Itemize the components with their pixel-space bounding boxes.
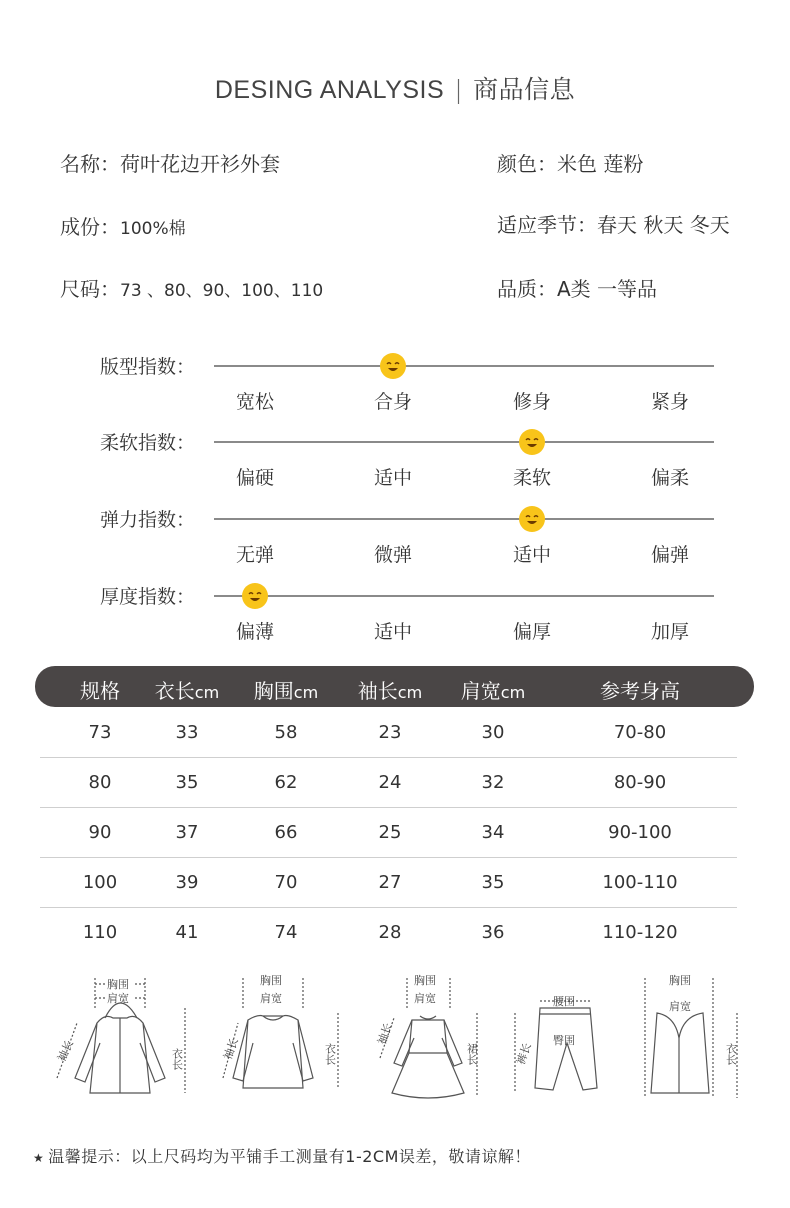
table-cell: 100 [82, 872, 118, 893]
table-row [40, 858, 737, 908]
table-cell: 32 [481, 772, 505, 793]
index-option: 偏柔 [650, 467, 689, 489]
table-cell: 70 [274, 872, 298, 893]
info-name-label: 名称： [60, 152, 120, 176]
table-cell: 37 [175, 822, 199, 843]
table-cell: 24 [378, 772, 402, 793]
index-option: 偏厚 [512, 621, 551, 643]
diagram2-shoulder-label: 肩宽 [260, 992, 282, 1005]
index-option: 偏弹 [650, 544, 689, 566]
info-name-value: 荷叶花边开衫外套 [120, 152, 280, 176]
table-cell: 100-110 [602, 872, 678, 893]
diagram5-length-label: 衣长 [724, 1043, 738, 1065]
table-cell: 90 [88, 822, 112, 843]
table-header-text: 胸围 [253, 679, 294, 703]
table-header-text: 衣长 [154, 679, 195, 703]
index-option: 偏硬 [235, 467, 274, 489]
index-option: 偏薄 [235, 621, 274, 643]
smiley-icon [380, 353, 406, 379]
footer-text: 温馨提示：以上尺码均为平铺手工测量有1-2CM误差，敬请谅解！ [48, 1147, 531, 1166]
diagram5-shoulder-label: 肩宽 [669, 1000, 691, 1013]
table-cell: 70-80 [613, 722, 667, 743]
table-cell: 34 [481, 822, 505, 843]
diagram5-chest-label: 胸围 [669, 974, 691, 987]
table-cell: 28 [378, 922, 402, 943]
index-option: 紧身 [650, 391, 689, 413]
table-cell: 58 [274, 722, 298, 743]
diagram3-chest-label: 胸围 [414, 974, 436, 987]
index-option: 合身 [373, 391, 412, 413]
info-size [60, 273, 323, 302]
table-header-cell [254, 675, 318, 704]
title-separator: | [454, 75, 464, 104]
smiley-icon [519, 506, 545, 532]
garment-diagram-dress [352, 968, 502, 1108]
table-row [40, 708, 737, 758]
diagram3-shoulder-label: 肩宽 [414, 992, 436, 1005]
diagram4-hip-label: 臀围 [553, 1034, 575, 1047]
garment-diagram-vest [635, 968, 750, 1108]
table-cell: 36 [481, 922, 505, 943]
info-name [60, 148, 280, 177]
table-cell: 39 [175, 872, 199, 893]
table-cell: 25 [378, 822, 402, 843]
diagram2-chest-label: 胸围 [260, 974, 282, 987]
index-scale-line [214, 595, 714, 597]
info-color-label: 颜色： [497, 152, 557, 176]
index-scale-line [214, 518, 714, 520]
info-color [497, 148, 643, 177]
info-quality-label: 品质： [497, 277, 557, 301]
info-size-label: 尺码： [60, 277, 120, 301]
table-cell: 41 [175, 922, 199, 943]
index-label: 柔软指数： [100, 432, 196, 454]
table-cell: 74 [274, 922, 298, 943]
footer-note [33, 1144, 531, 1167]
table-cell: 110 [82, 922, 118, 943]
table-cell: 66 [274, 822, 298, 843]
table-cell: 80 [88, 772, 112, 793]
info-color-value: 米色 莲粉 [557, 152, 644, 176]
index-label: 厚度指数： [100, 586, 196, 608]
index-option: 适中 [373, 621, 412, 643]
index-scale-line [214, 441, 714, 443]
info-material-value: 100%棉 [120, 219, 186, 239]
table-header-unit: cm [500, 683, 526, 702]
table-cell: 30 [481, 722, 505, 743]
smiley-icon [519, 429, 545, 455]
index-label: 弹力指数： [100, 509, 196, 531]
table-header-text: 袖长 [357, 679, 398, 703]
table-header-cell [461, 675, 525, 704]
diagram1-length-label: 衣长 [170, 1048, 184, 1070]
table-header-text: 参考身高 [600, 679, 680, 703]
table-row [40, 908, 737, 958]
index-option: 加厚 [650, 621, 689, 643]
table-header-unit: cm [194, 683, 220, 702]
garment-diagram-hooded-jacket [45, 968, 195, 1108]
table-header-cell [358, 675, 422, 704]
table-header-cell [155, 675, 219, 704]
info-season-label: 适应季节： [497, 213, 597, 237]
info-quality [497, 273, 657, 302]
info-season [497, 209, 730, 238]
index-option: 宽松 [235, 391, 274, 413]
page-title [0, 70, 790, 106]
diagram4-length-label: 裤长 [514, 1041, 534, 1067]
star-icon: ★ [33, 1151, 45, 1165]
index-option: 修身 [512, 391, 551, 413]
info-quality-value: A类 一等品 [557, 277, 658, 301]
table-header-text: 规格 [80, 679, 120, 703]
table-row [40, 758, 737, 808]
table-row [40, 808, 737, 858]
diagram2-sleeve-label: 袖长 [221, 1036, 241, 1062]
table-cell: 35 [481, 872, 505, 893]
info-size-value: 73 、80、90、100、110 [120, 281, 324, 301]
table-cell: 73 [88, 722, 112, 743]
index-option: 无弹 [235, 544, 274, 566]
smiley-icon [242, 583, 268, 609]
index-scale-line [214, 365, 714, 367]
index-option: 适中 [373, 467, 412, 489]
index-option: 微弹 [373, 544, 412, 566]
table-cell: 62 [274, 772, 298, 793]
table-cell: 110-120 [602, 922, 678, 943]
table-header-cell [80, 675, 120, 704]
info-season-value: 春天 秋天 冬天 [597, 213, 730, 237]
garment-diagram-sweatshirt [198, 968, 348, 1108]
diagram2-length-label: 衣长 [323, 1043, 337, 1065]
index-option: 适中 [512, 544, 551, 566]
info-material-label: 成份： [60, 215, 120, 239]
table-cell: 80-90 [613, 772, 667, 793]
diagram1-chest-label: 胸围 [107, 978, 129, 991]
diagram1-shoulder-label: 肩宽 [107, 992, 129, 1005]
title-en: DESING ANALYSIS [214, 76, 445, 104]
table-cell: 35 [175, 772, 199, 793]
info-material [60, 211, 186, 240]
diagram1-sleeve-label: 袖长 [55, 1038, 77, 1064]
table-cell: 33 [175, 722, 199, 743]
title-cn: 商品信息 [473, 75, 576, 104]
table-cell: 27 [378, 872, 402, 893]
table-header-unit: cm [293, 683, 319, 702]
diagram3-length-label: 裙长 [465, 1043, 479, 1065]
garment-diagram-pants [505, 968, 615, 1108]
table-header-unit: cm [397, 683, 423, 702]
table-cell: 90-100 [608, 822, 672, 843]
index-label: 版型指数： [100, 356, 196, 378]
diagram4-waist-label: 腰围 [553, 995, 575, 1008]
index-option: 柔软 [512, 467, 551, 489]
diagram3-sleeve-label: 袖长 [375, 1021, 395, 1047]
table-cell: 23 [378, 722, 402, 743]
table-header-cell [600, 675, 680, 704]
table-header-text: 肩宽 [460, 679, 501, 703]
size-table-header [35, 666, 754, 707]
